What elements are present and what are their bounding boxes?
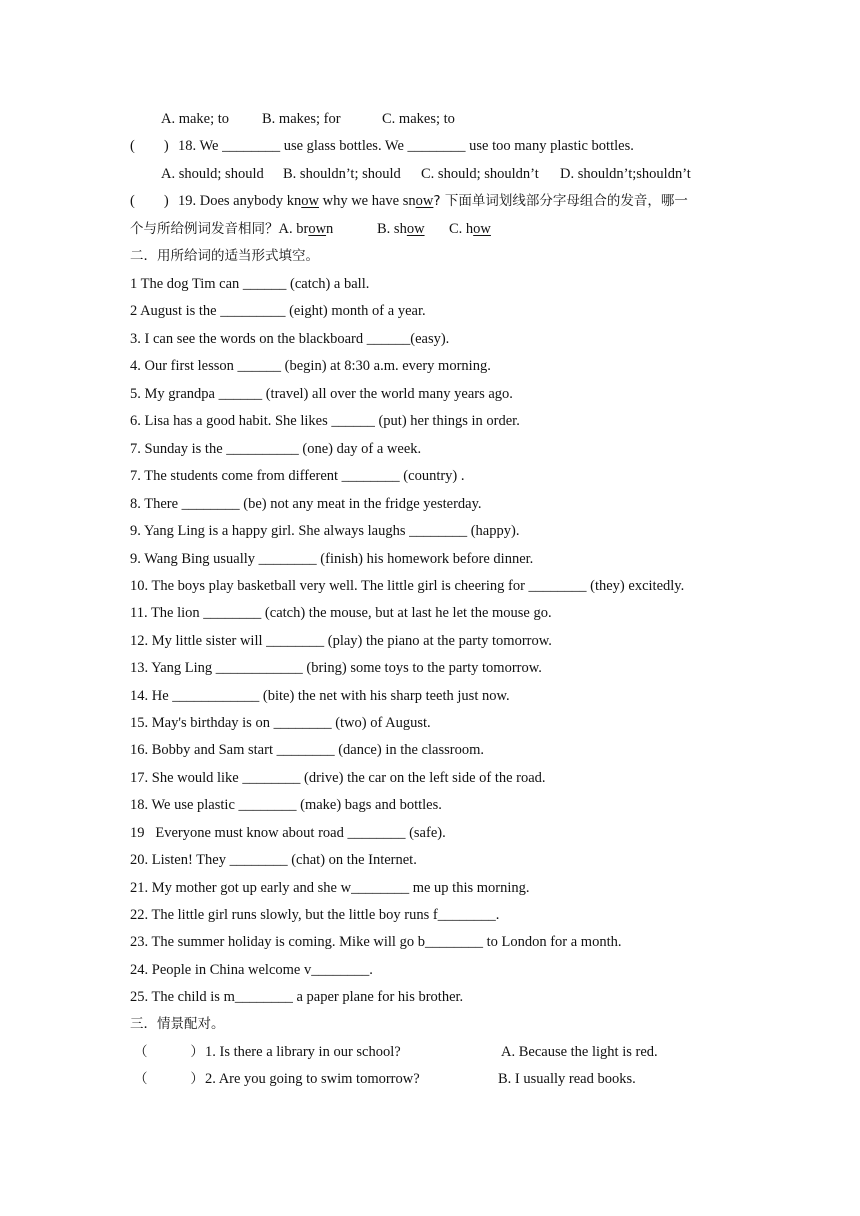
- s2-item: 7. Sunday is the __________ (one) day of a week.: [130, 441, 422, 457]
- s2-item: 20. Listen! They ________ (chat) on the Internet.: [130, 852, 417, 868]
- q18-option-c: C. should; shouldn’t: [421, 166, 539, 182]
- s2-item: 16. Bobby and Sam start ________ (dance) in the classroom.: [130, 742, 484, 758]
- q19-option-a: A. br: [278, 221, 309, 237]
- s2-item: 7. The students come from different ________ (country) .: [130, 468, 465, 484]
- q19-line2-cn: 个与所给例词发音相同？: [130, 221, 279, 237]
- q17-option-a: A. make; to: [161, 111, 230, 127]
- s2-item: 12. My little sister will ________ (play) the piano at the party tomorrow.: [130, 633, 552, 649]
- q19-option-c-text: C. h: [449, 221, 474, 237]
- q18-stem: 18. We ________ use glass bottles. We ________ use too many plastic bottles.: [178, 138, 634, 154]
- q19-option-b-underline: ow: [406, 221, 425, 237]
- q19-underline-snow: ow: [415, 193, 434, 209]
- s3-item-2-answer: B. I usually read books.: [498, 1071, 636, 1087]
- s2-item: 9. Wang Bing usually ________ (finish) his homework before dinner.: [130, 551, 534, 567]
- s2-item: 9. Yang Ling is a happy girl. She always laughs ________ (happy).: [130, 523, 520, 539]
- s2-item: 3. I can see the words on the blackboard ______(easy).: [130, 331, 450, 347]
- s2-item: 18. We use plastic ________ (make) bags and bottles.: [130, 797, 442, 813]
- q19-option-a-end: n: [326, 221, 334, 237]
- s2-item: 5. My grandpa ______ (travel) all over the world many years ago.: [130, 386, 513, 402]
- s2-item: 15. May's birthday is on ________ (two) of August.: [130, 715, 431, 731]
- q19-stem-text: 19. Does anybody kn: [178, 193, 302, 209]
- q19-option-b: [377, 220, 425, 238]
- s3-item-1-answer: A. Because the light is red.: [501, 1044, 658, 1060]
- q19-option-c: [449, 220, 491, 238]
- s3-item-2-question: 2. Are you going to swim tomorrow?: [205, 1071, 420, 1087]
- q19-line2: [130, 220, 333, 238]
- s3-item-1-paren: （ ）: [134, 1044, 204, 1060]
- q19-stem-cn: ? 下面单词划线部分字母组合的发音，哪一: [433, 193, 688, 209]
- s2-item: 4. Our first lesson ______ (begin) at 8:30 a.m. every morning.: [130, 358, 491, 374]
- s2-item: 14. He ____________ (bite) the net with his sharp teeth just now.: [130, 688, 510, 704]
- s2-item: 13. Yang Ling ____________ (bring) some toys to the party tomorrow.: [130, 660, 542, 676]
- s2-item: 8. There ________ (be) not any meat in the fridge yesterday.: [130, 496, 482, 512]
- s2-item: 24. People in China welcome v________.: [130, 962, 373, 978]
- s2-item: 21. My mother got up early and she w________ me up this morning.: [130, 880, 530, 896]
- s3-item-2-paren: （ ）: [134, 1071, 204, 1087]
- section3-title: 三．情景配对。: [130, 1016, 225, 1032]
- q18-option-d: D. shouldn’t;shouldn’t: [560, 166, 691, 182]
- q18-option-a: A. should; should: [161, 166, 264, 182]
- q19-option-c-underline: ow: [473, 221, 491, 237]
- s2-item: 11. The lion ________ (catch) the mouse, but at last he let the mouse go.: [130, 605, 552, 621]
- q17-option-c: C. makes; to: [382, 111, 455, 127]
- s2-item: 23. The summer holiday is coming. Mike will go b________ to London for a month.: [130, 934, 622, 950]
- section2-title: 二．用所给词的适当形式填空。: [130, 248, 319, 264]
- s3-item-1-question: 1. Is there a library in our school?: [205, 1044, 401, 1060]
- q17-option-b: B. makes; for: [262, 111, 341, 127]
- s2-item: 6. Lisa has a good habit. She likes ______ (put) her things in order.: [130, 413, 520, 429]
- q19-option-b-text: B. sh: [377, 221, 407, 237]
- s2-item: 22. The little girl runs slowly, but the little boy runs f________.: [130, 907, 500, 923]
- s2-item: 2 August is the _________ (eight) month of a year.: [130, 303, 426, 319]
- s2-item: 17. She would like ________ (drive) the car on the left side of the road.: [130, 770, 546, 786]
- s2-item: 10. The boys play basketball very well. The little girl is cheering for ________ (they) excitedly.: [130, 578, 685, 594]
- q19-answer-paren: ( ): [130, 193, 169, 209]
- q18-answer-paren: ( ): [130, 138, 169, 154]
- s2-item: 1 The dog Tim can ______ (catch) a ball.: [130, 276, 370, 292]
- q18-option-b: B. shouldn’t; should: [283, 166, 401, 182]
- q19-stem: [178, 192, 688, 210]
- q19-stem-text-2: why we have sn: [318, 193, 416, 209]
- q19-option-a-underline: ow: [308, 221, 327, 237]
- q19-underline-know: ow: [301, 193, 319, 209]
- s2-item: 25. The child is m________ a paper plane for his brother.: [130, 989, 464, 1005]
- s2-item: 19 Everyone must know about road ________ (safe).: [130, 825, 446, 841]
